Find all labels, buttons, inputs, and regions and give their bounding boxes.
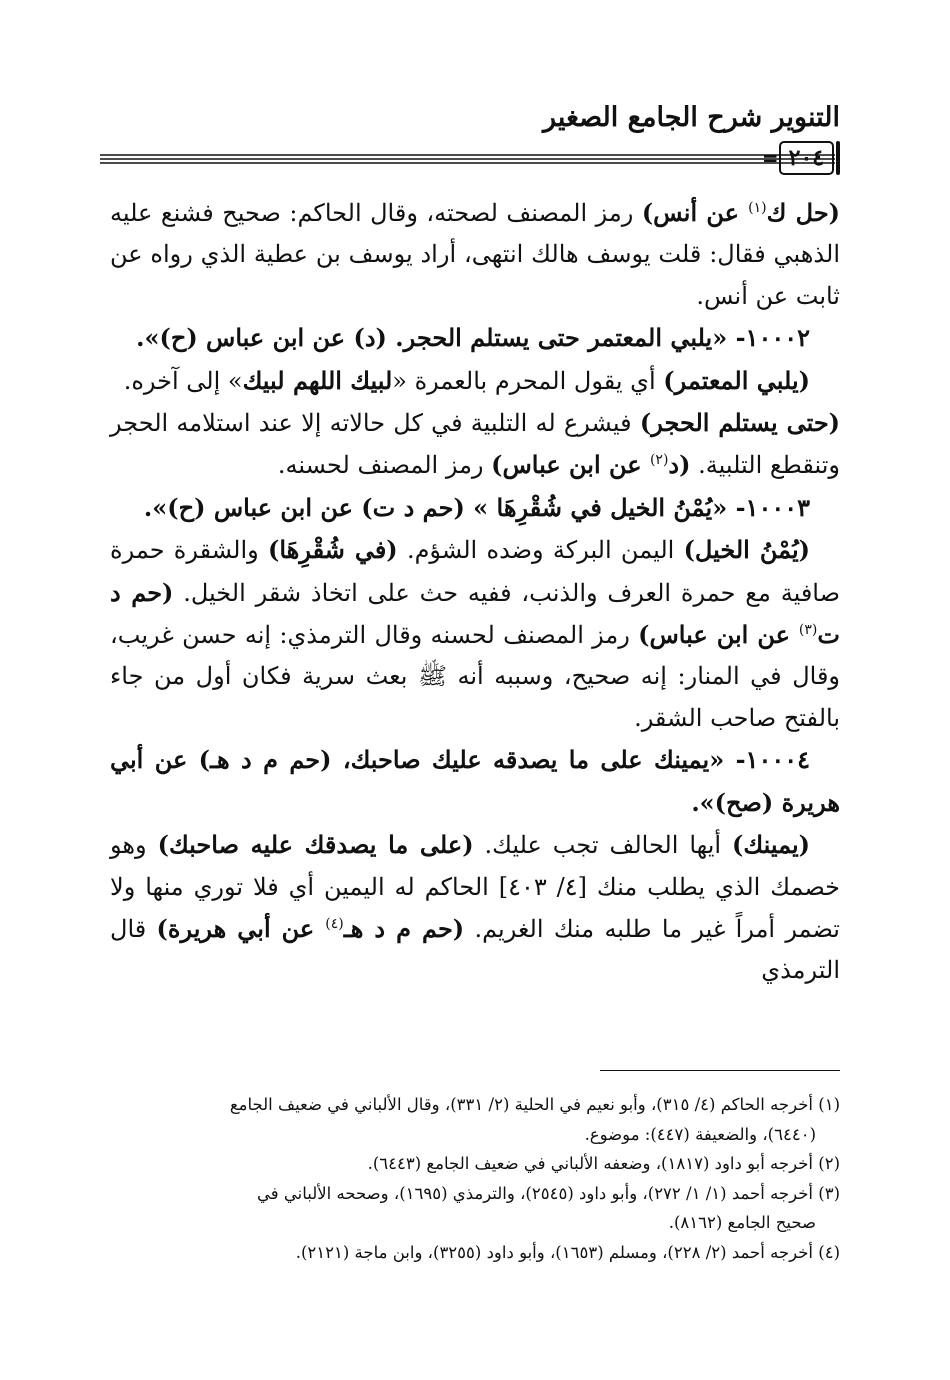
lemma: (على ما يصدقك عليه صاحبك) bbox=[157, 830, 474, 860]
footnote-ref-3[interactable]: (٣) bbox=[798, 622, 818, 639]
text: » إلى آخره. bbox=[123, 366, 243, 395]
text: قال الترمذي bbox=[110, 914, 840, 985]
main-text bbox=[110, 192, 840, 992]
footnote-ref-2[interactable]: (٢) bbox=[649, 452, 669, 469]
paragraph-3 bbox=[110, 402, 840, 487]
paragraph-1 bbox=[110, 192, 840, 317]
header-rule bbox=[100, 140, 835, 180]
footnote-separator bbox=[600, 1070, 840, 1071]
footnote-1-cont: (٦٤٤٠)، والضعيفة (٤٤٧): موضوع. bbox=[584, 1124, 816, 1144]
running-title: التنوير شرح الجامع الصغير bbox=[543, 102, 840, 133]
page-badge-cap bbox=[836, 141, 840, 175]
text: اليمن البركة وضده الشؤم. bbox=[397, 536, 684, 565]
footnote-ref-4[interactable]: (٤) bbox=[325, 915, 344, 932]
text: أي يقول المحرم بالعمرة « bbox=[392, 366, 664, 395]
lemma: (حتى يستلم الحجر) bbox=[639, 408, 841, 438]
paragraph-2 bbox=[110, 360, 840, 402]
footnote-4: (٤) أخرجه أحمد (٢/ ٢٢٨)، ومسلم (١٦٥٣)، وأبو داود (٣٢٥٥)، وابن ماجة (٢١٢١). bbox=[295, 1242, 840, 1262]
text: رمز المصنف لحسنه وقال الترمذي: إنه حسن غريب، وقال في المنار: إنه صحيح، وسببه أنه ﷺ بعث سرية فكان أول من جاء بالفتح صاحب الشقر. bbox=[110, 621, 840, 732]
footnotes bbox=[110, 1090, 840, 1267]
citation: (حم م د هـ bbox=[343, 913, 465, 943]
citation: (د bbox=[668, 450, 691, 480]
footnote-2: (٢) أخرجه أبو داود (١٨١٧)، وضعفه الألباني في ضعيف الجامع (٦٤٤٣). bbox=[367, 1154, 840, 1173]
citation: عن ابن عباس) bbox=[638, 620, 799, 650]
footnote-3-cont: صحيح الجامع (٨١٦٢). bbox=[668, 1213, 816, 1232]
hadith-text: ١٠٠٠٣- «يُمْنُ الخيل في شُقْرِهَا » (حم د ت) عن ابن عباس (ح)». bbox=[143, 492, 810, 522]
lemma: (يلبي المعتمر) bbox=[663, 365, 810, 395]
hadith-text: ١٠٠٠٢- «يلبي المعتمر حتى يستلم الحجر. (د) عن ابن عباس (ح)». bbox=[136, 323, 810, 353]
footnote-3: (٣) أخرجه أحمد (١/ ١/ ٢٧٢)، وأبو داود (٢٥٤٥)، والترمذي (١٦٩٥)، وصححه الألباني في bbox=[257, 1183, 840, 1203]
paragraph-4 bbox=[110, 529, 840, 739]
footnote-ref-1[interactable]: (١) bbox=[748, 200, 767, 216]
hadith-10003 bbox=[110, 487, 840, 529]
text: والشقرة حمرة صافية مع حمرة العرف والذنب، ففيه حث على اتخاذ شقر الخيل. bbox=[110, 536, 840, 607]
page-badge-mark: = bbox=[761, 146, 779, 170]
citation: (حل ك bbox=[766, 198, 841, 227]
text: رمز المصنف لحسنه. bbox=[277, 451, 492, 480]
hadith-10002 bbox=[110, 317, 840, 359]
text: أيها الحالف تجب عليك. bbox=[473, 831, 733, 860]
quote: لبيك اللهم لبيك bbox=[242, 365, 393, 395]
paragraph-5 bbox=[110, 824, 840, 992]
text: فيشرع له التلبية في كل حالاته إلا عند استلامه الحجر وتنقطع التلبية. bbox=[110, 409, 840, 480]
citation: عن ابن عباس) bbox=[491, 450, 650, 480]
citation: (حم د ت bbox=[110, 577, 840, 650]
citation: عن أبي هريرة) bbox=[156, 913, 326, 943]
lemma: (يمينك) bbox=[732, 830, 810, 860]
text: رمز المصنف لصحته، وقال الحاكم: صحيح فشنع عليه الذهبي فقال: قلت يوسف هالك انتهى، أراد يوسف بن عطية الذي رواه عن ثابت عن أنس. bbox=[110, 199, 840, 310]
citation: عن أنس) bbox=[641, 198, 749, 227]
text: وهو خصمك الذي يطلب منك [٤/ ٤٠٣] الحاكم له اليمين أي فلا توري منها ولا تضمر أمراً غير ما طلبه منك الغريم. bbox=[110, 831, 840, 943]
hadith-10004 bbox=[110, 739, 840, 824]
footnote-1: (١) أخرجه الحاكم (٤/ ٣١٥)، وأبو نعيم في الحلية (٢/ ٣٣١)، وقال الألباني في ضعيف الجامع bbox=[229, 1095, 840, 1114]
hadith-text: ١٠٠٠٤- «يمينك على ما يصدقه عليك صاحبك، (حم م د هـ) عن أبي هريرة (صح)». bbox=[110, 745, 840, 817]
lemma: (يُمْنُ الخيل) bbox=[683, 535, 811, 565]
lemma: (في شُقْرِهَا) bbox=[268, 535, 398, 565]
page-number: ٢٠٤ bbox=[779, 141, 834, 175]
page-number-badge bbox=[760, 138, 840, 178]
